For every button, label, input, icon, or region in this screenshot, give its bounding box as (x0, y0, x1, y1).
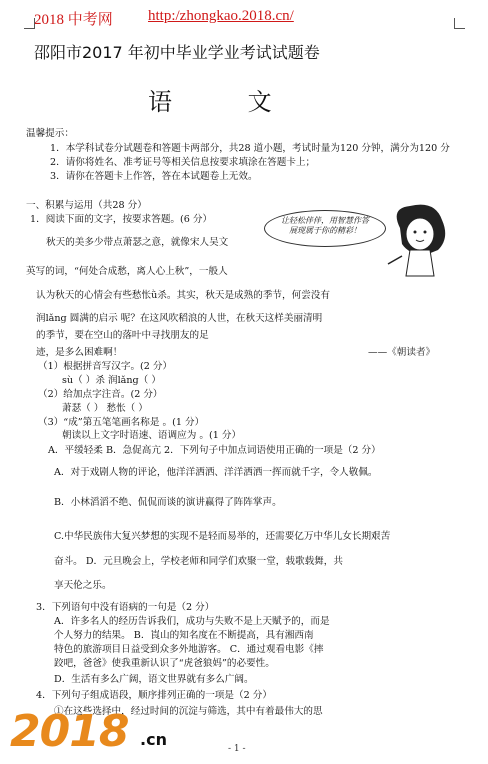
q2-option-b: B．小林滔滔不绝、侃侃而谈的演讲赢得了阵阵掌声。 (54, 497, 282, 508)
question-1-intro: 1．阅读下面的文字，按要求答题。(6 分） (30, 214, 213, 225)
q4-first-line: ①在这些选择中，经过时间的沉淀与筛选，其中有着最伟大的思 (54, 706, 323, 717)
q2-option-d: 奋斗。 D．元旦晚会上，学校老师和同学们欢聚一堂，载歌载舞，共 (54, 556, 343, 567)
q1-part: （2）给加点字注音。(2 分） (38, 389, 163, 400)
site-logo-digits: 2018 (10, 706, 129, 757)
notice-item: 3．请你在答题卡上作答，答在本试题卷上无效。 (50, 171, 258, 182)
notice-heading: 温馨提示： (26, 128, 74, 139)
passage-source: ——《朝读者》 (368, 347, 436, 358)
corner-mark-top-left (24, 18, 35, 29)
q2-option-a: A．对于戏剧人物的评论，他洋洋洒洒、洋洋洒洒一挥而就千字，令人敬佩。 (54, 467, 378, 478)
passage-line: 秋天的美多少带点萧瑟之意，就像宋人吴文 (46, 237, 229, 248)
q3-option-line: D．生活有多么广阔，语文世界就有多么广阔。 (54, 674, 254, 685)
q1-part: （3）“成”第五笔笔画名称是 。(1 分） (38, 417, 205, 428)
q3-option-line: 个人努力的结果。 B．崀山的知名度在不断提高，具有湘西南 (54, 630, 314, 641)
exam-title: 邵阳市2017 年初中毕业学业考试试题卷 (34, 43, 320, 62)
q3-heading: 3．下列语句中没有语病的一句是（2 分） (36, 602, 215, 613)
encouragement-bubble (264, 210, 386, 247)
q2-line: A．平缓轻柔 B．急促高亢 2．下列句子中加点词语使用正确的一项是（2 分） (48, 445, 381, 456)
passage-line: 英写的词，“何处合成愁，离人心上秋”，一般人 (26, 266, 228, 277)
notice-item: 2．请你将姓名、准考证号等相关信息按要求填涂在答题卡上； (50, 157, 316, 168)
q3-option-line: 跤吧，爸爸》使我重新认识了“虎爸狼妈”的必要性。 (54, 658, 275, 669)
passage-line: 认为秋天的心情会有些愁怅ǜ杀。其实，秋天是成熟的季节，何尝没有 (36, 290, 330, 301)
q3-option-line: 特色的旅游项目日益受到众多外地游客。 C．通过观看电影《摔 (54, 644, 324, 655)
q3-option-line: A．许多名人的经历告诉我们，成功与失败不是上天赋予的，而是 (54, 616, 330, 627)
notice-item: 1．本学科试卷分试题卷和答题卡两部分，共28 道小题，考试时量为120 分钟，满分为120 分 (50, 143, 450, 154)
bubble-line: 让轻松伴伴，用智慧作答 (281, 216, 369, 225)
passage-line: 的季节，要在空山的落叶中寻找朋友的足 (36, 330, 209, 341)
cartoon-girl-illustration (380, 198, 460, 278)
q2-option-c: C.中华民族伟大复兴梦想的实现不是轻而易举的，还需要亿万中华儿女长期艰苦 (54, 531, 391, 542)
q1-part: （1）根据拼音写汉字。(2 分） (38, 361, 173, 372)
q4-heading: 4．下列句子组成语段，顺序排列正确的一项是（2 分） (36, 690, 272, 701)
bubble-line: 展现属于你的精彩！ (289, 226, 361, 235)
q2-option-d-cont: 享天伦之乐。 (54, 580, 112, 591)
q1-part: 朝读以上文字时语速、语调应为 。(1 分） (62, 430, 242, 441)
watermark-site-name: 2018 中考网 (34, 12, 113, 28)
page-number: - 1 - (228, 744, 246, 754)
watermark-url[interactable]: http:/zhongkao.2018.cn/ (148, 8, 294, 24)
passage-line: 润lǎng 圆满的启示 呢？在这风吹稻浪的人世，在秋天这样美丽清明 (36, 313, 323, 324)
section-heading: 一、积累与运用（共28 分） (26, 200, 147, 211)
q1-part: 萧瑟（ ） 愁怅（ ） (62, 403, 148, 414)
subject-title: 语 文 (148, 88, 306, 116)
corner-mark-top-right (454, 18, 465, 29)
site-logo-suffix: .cn (140, 730, 167, 749)
passage-line: 迹，是多么困难啊！ (36, 347, 123, 358)
q1-part: sù（ ）杀 润lǎng（ ） (62, 375, 161, 386)
